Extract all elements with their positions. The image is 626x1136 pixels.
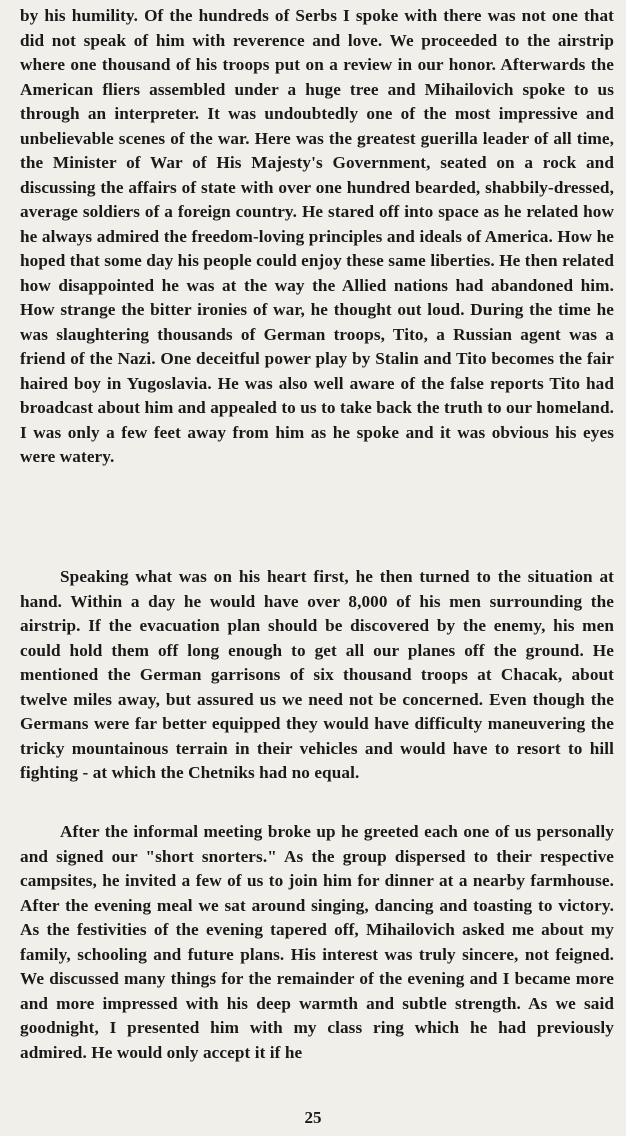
paragraph-1: by his humility. Of the hundreds of Serbs I spoke with there was not one that did not speak of him with reverence and love. We proceeded to the airstrip where one thousand of his troops put on a review in our honor. Afterwards the American fliers assembled under a huge tree and Mihailovich spoke to us through an interpreter. It was undoubtedly one of the most impressive and unbelievable scenes of the war. Here was the greatest guerilla leader of all time, the Minister of War of His Majesty's Government, seated on a rock and discussing the affairs of state with over one hundred bearded, shabbily-dressed, average soldiers of a foreign country. He stared off into space as he related how he always admired the freedom-loving principles and ideals of America. How he hoped that some day his people could enjoy these same liberties. He then related how disappointed he was at the way the Allied nations had abandoned him. How strange the bitter ironies of war, he thought out loud. During the time he was slaughtering thousands of German troops, Tito, a Russian agent was a friend of the Nazi. One deceitful power play by Stalin and Tito becomes the fair haired boy in Yugoslavia. He was also well aware of the false reports Tito had broadcast about him and appealed to us to take back the truth to our homeland. I was only a few feet away from him as he spoke and it was obvious his eyes were watery. <box>20 6 615 466</box>
paragraph-2: Speaking what was on his heart first, he then turned to the situation at hand. Within a day he would have over 8,000 of his men surrounding the airstrip. If the evacuation plan should be discovered by the enemy, his men could hold them off long enough to get all our planes off the ground. He mentioned the German garrisons of six thousand troops at Chacak, about twelve miles away, but assured us we need not be concerned. Even though the Germans were far better equipped they would have difficulty maneuvering the tricky mountainous terrain in their vehicles and would have to resort to hill fighting - at which the Chetniks had no equal. <box>20 567 614 782</box>
paragraph-3: After the informal meeting broke up he greeted each one of us personally and signed our "short snorters." As the group dispersed to their respective campsites, he invited a few of us to join him for dinner at a nearby farmhouse. After the evening meal we sat around singing, dancing and toasting to victory. As the festivities of the evening tapered off, Mihailovich asked me about my family, schooling and future plans. His interest was truly sincere, not feigned. We discussed many things for the remainder of the evening and I became more and more impressed with his deep warmth and subtle strength. As we said goodnight, I presented him with my class ring which he had previously admired. He would only accept it if he <box>20 822 614 1062</box>
page-number: 25 <box>304 1108 322 1127</box>
